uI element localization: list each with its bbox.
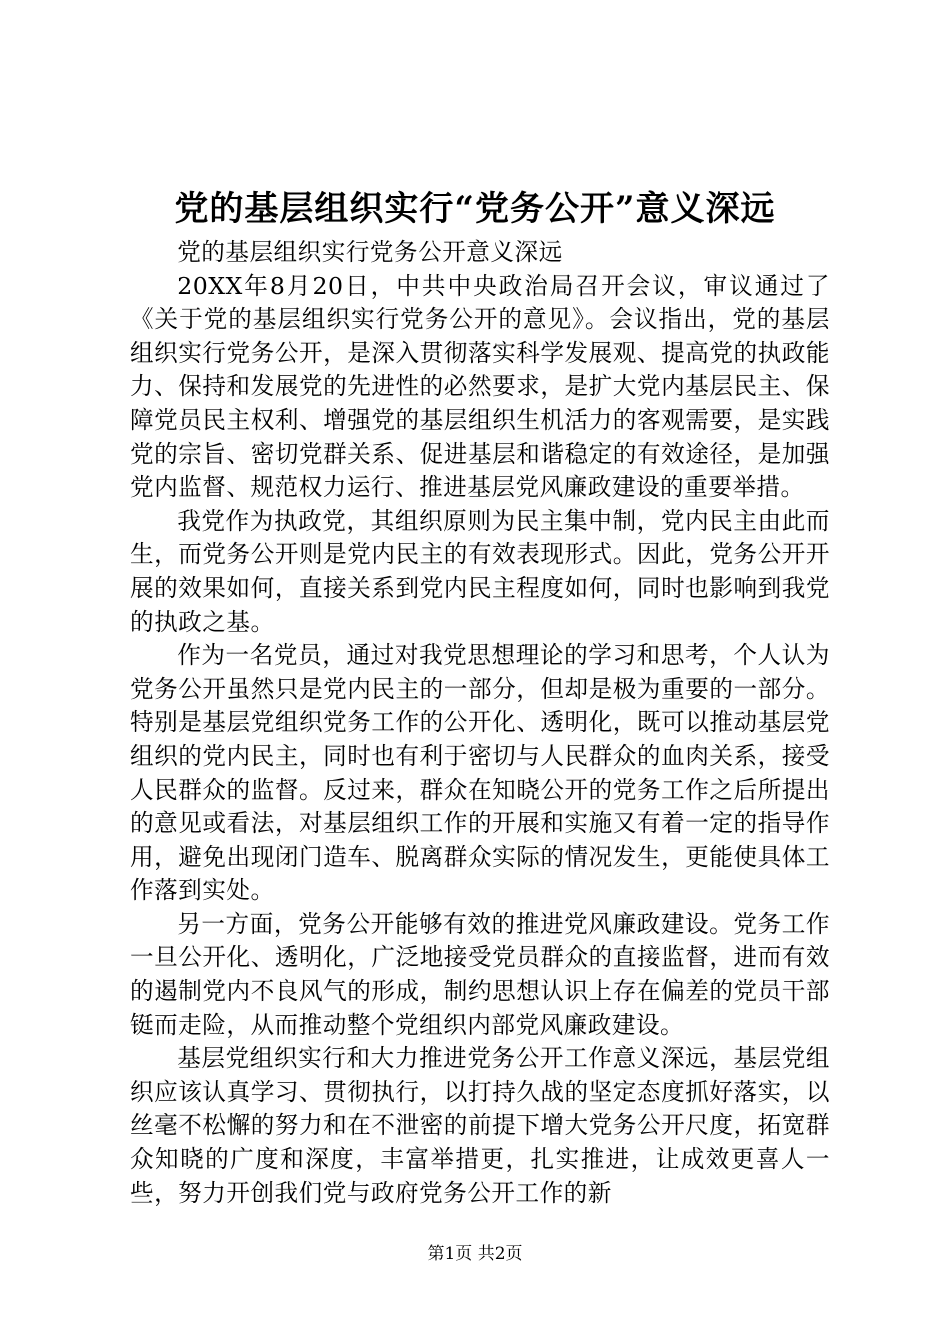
paragraph-subtitle: 党的基层组织实行党务公开意义深远 [177,238,563,266]
paragraph: 20XX年8月20日，中共中央政治局召开会议，审议通过了《关于党的基层组织实行党务公开的意见》。会议指出，党的基层组织实行党务公开，是深入贯彻落实科学发展观、提高党的执政能力、保持和发展党的先进性的必然要求，是扩大党内基层民主、保障党员民主权利、增强党的基层组织生机活力的客观需要，是实践党的宗旨、密切党群关系、促进基层和谐稳定的有效途径，是加强党内监督、规范权力运行、推进基层党风廉政建设的重要举措。 [130,271,830,502]
paragraph: 我党作为执政党，其组织原则为民主集中制，党内民主由此而生，而党务公开则是党内民主的有效表现形式。因此，党务公开开展的效果如何，直接关系到党内民主程度如何，同时也影响到我党的执政之基。 [130,506,830,636]
document-title: 党的基层组织实行“党务公开”意义深远 [174,189,776,229]
document-body [130,236,830,1210]
paragraph: 另一方面，党务公开能够有效的推进党风廉政建设。党务工作一旦公开化、透明化，广泛地接受党员群众的直接监督，进而有效的遏制党内不良风气的形成，制约思想认识上存在偏差的党员干部铤而走险，从而推动整个党组织内部党风廉政建设。 [130,909,830,1039]
paragraph: 基层党组织实行和大力推进党务公开工作意义深远，基层党组织应该认真学习、贯彻执行，以打持久战的坚定态度抓好落实，以丝毫不松懈的努力和在不泄密的前提下增大党务公开尺度，拓宽群众知晓的广度和深度，丰富举措更，扎实推进，让成效更喜人一些，努力开创我们党与政府党务公开工作的新 [130,1044,830,1207]
page-number-footer: 第1页 共2页 [427,1244,523,1264]
paragraph: 作为一名党员，通过对我党思想理论的学习和思考，个人认为党务公开虽然只是党内民主的一部分，但却是极为重要的一部分。特别是基层党组织党务工作的公开化、透明化，既可以推动基层党组织的党内民主，同时也有利于密切与人民群众的血肉关系，接受人民群众的监督。反过来，群众在知晓公开的党务工作之后所提出的意见或看法，对基层组织工作的开展和实施又有着一定的指导作用，避免出现闭门造车、脱离群众实际的情况发生，更能使具体工作落到实处。 [130,641,830,905]
